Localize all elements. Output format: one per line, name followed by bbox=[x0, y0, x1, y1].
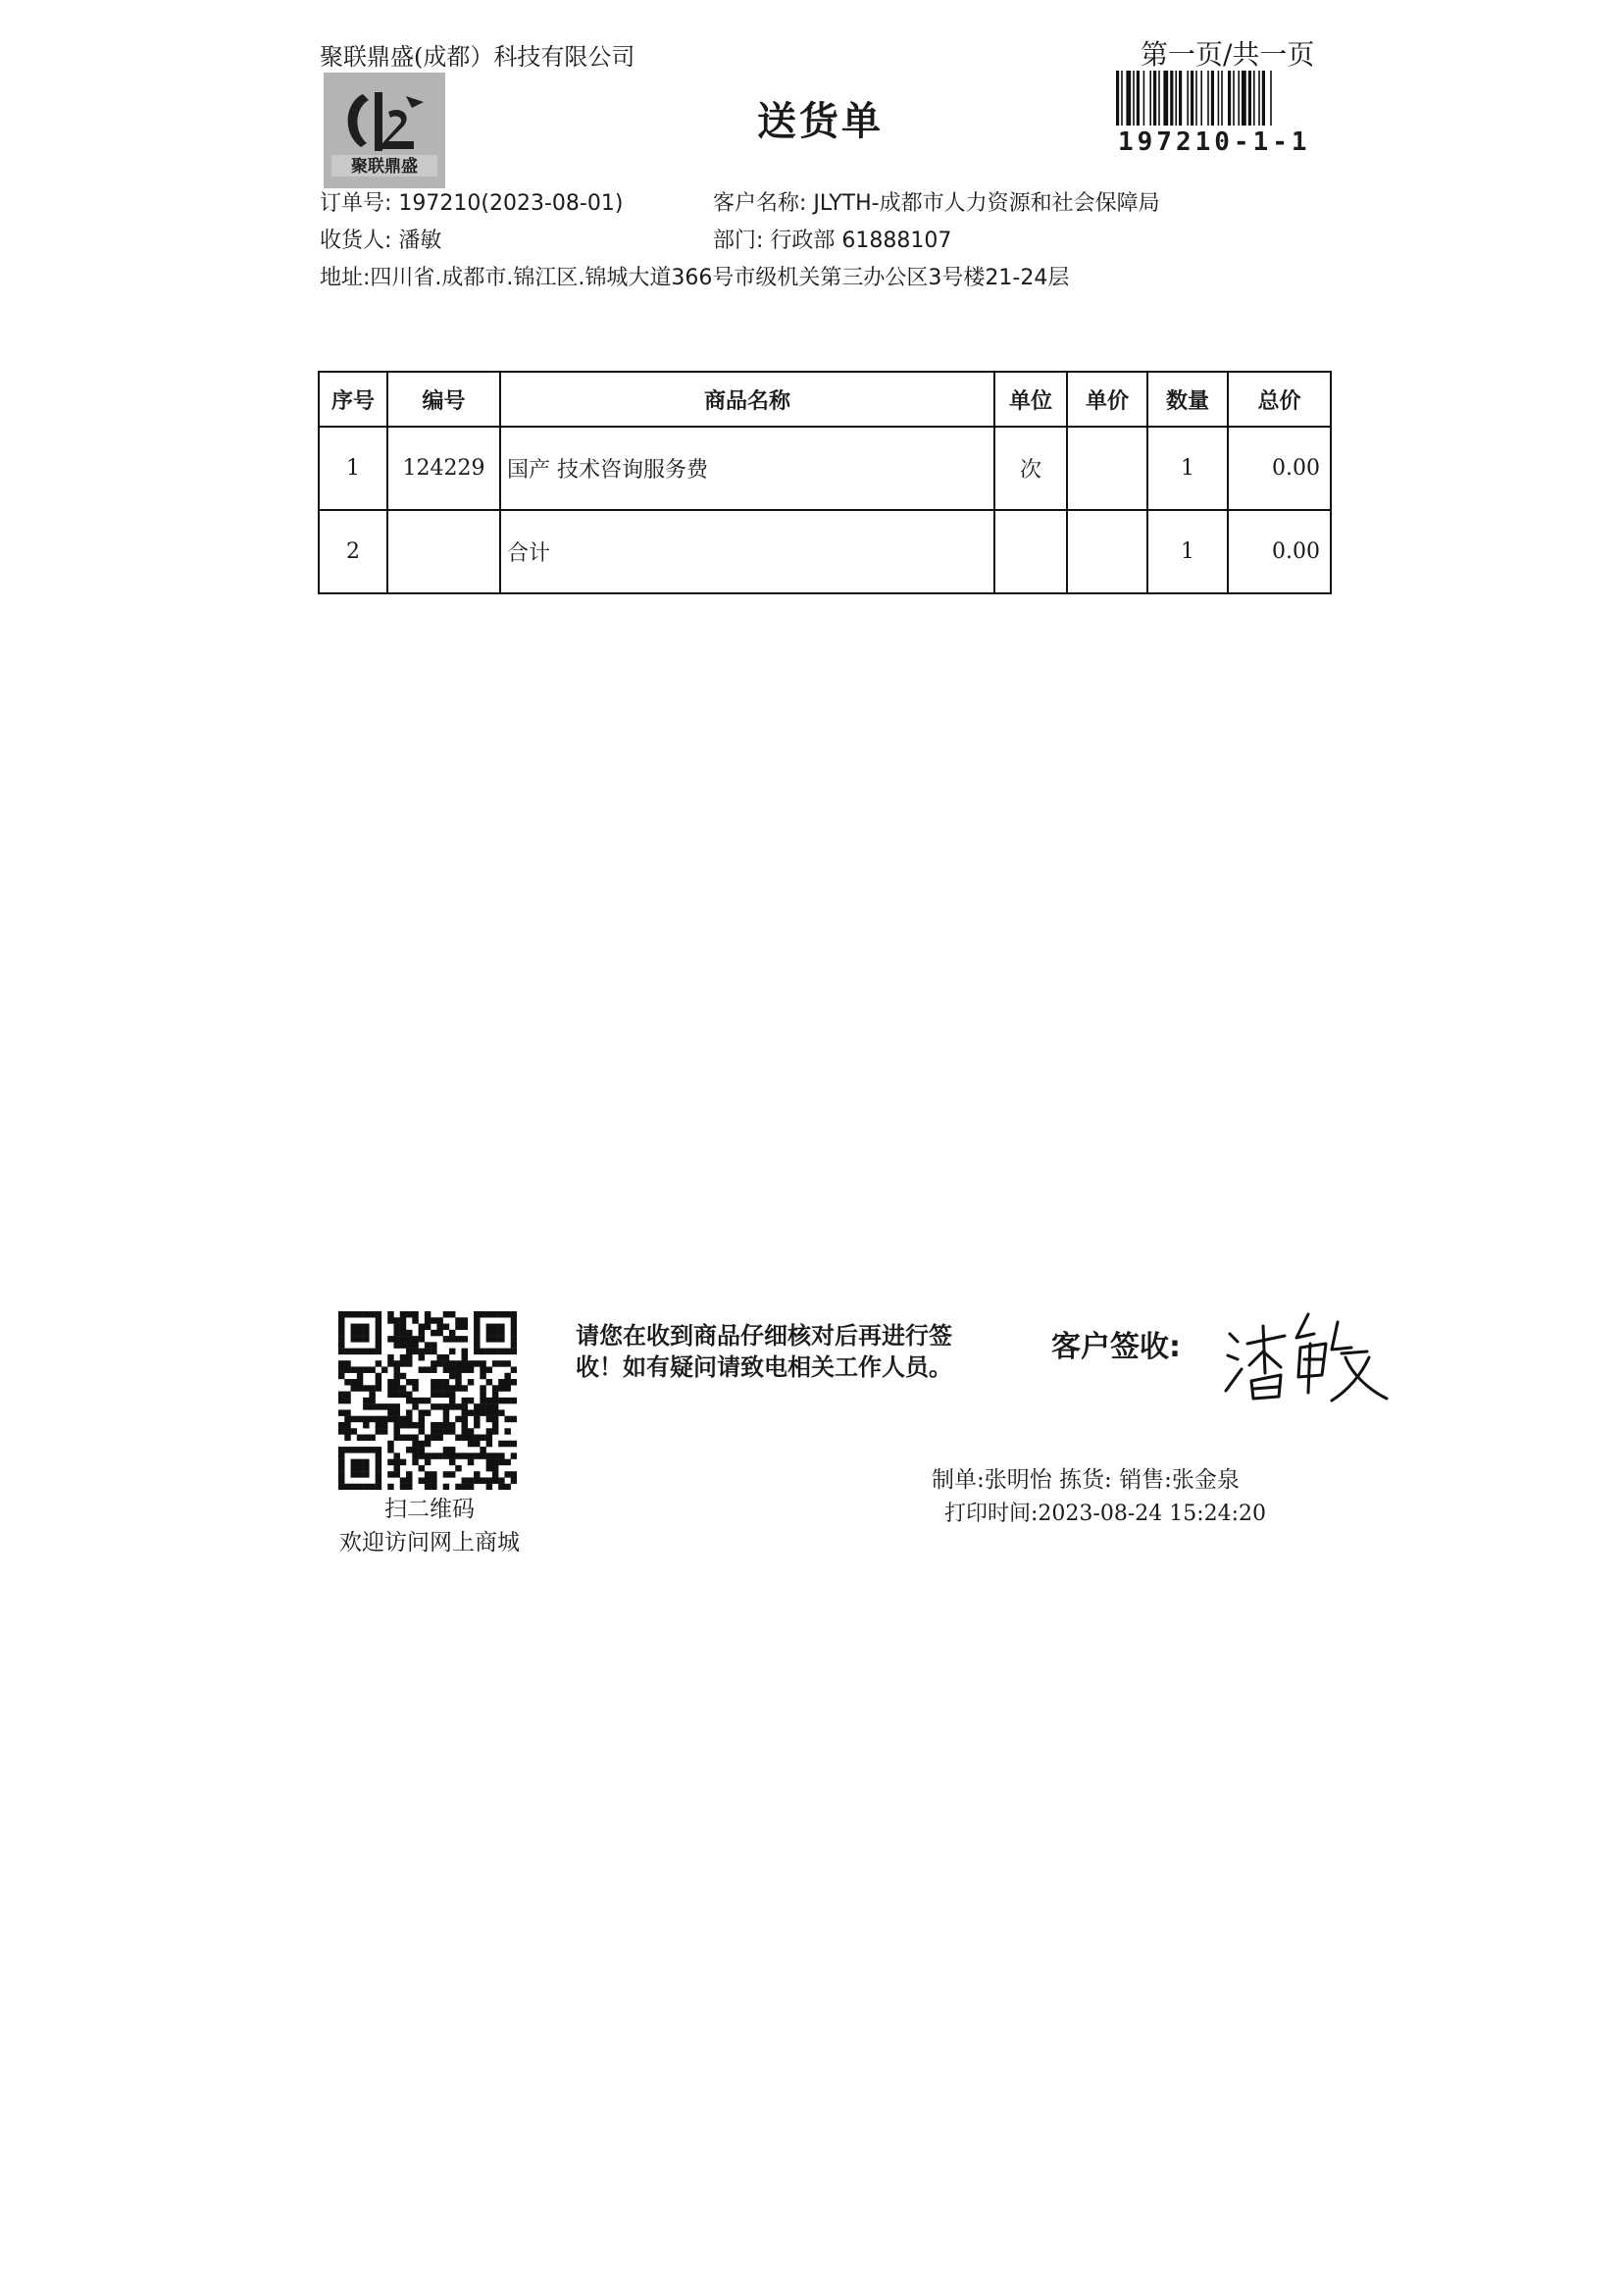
order-value: 197210(2023-08-01) bbox=[398, 191, 624, 216]
staff-info: 制单:张明怡 拣货: 销售:张金泉 bbox=[932, 1467, 1240, 1493]
receiver-value: 潘敏 bbox=[398, 229, 442, 253]
qr-caption-line1: 扫二维码 bbox=[384, 1497, 475, 1522]
header-name: 商品名称 bbox=[500, 372, 994, 427]
address bbox=[320, 261, 1069, 291]
table-row bbox=[319, 427, 1331, 510]
items-table bbox=[318, 371, 1332, 594]
dept-value: 行政部 61888107 bbox=[770, 229, 952, 253]
cell-name: 国产 技术咨询服务费 bbox=[500, 427, 994, 510]
company-logo bbox=[324, 73, 445, 188]
customer-label: 客户名称: bbox=[713, 191, 807, 216]
qr-code bbox=[338, 1311, 517, 1490]
cell-seq: 2 bbox=[319, 510, 387, 593]
cell-seq: 1 bbox=[319, 427, 387, 510]
address-label: 地址: bbox=[320, 266, 371, 290]
order-number bbox=[320, 186, 623, 217]
page-info: 第一页/共一页 bbox=[1141, 38, 1315, 71]
customer-sign-label: 客户签收: bbox=[1051, 1330, 1181, 1364]
handwritten-signature bbox=[1224, 1304, 1391, 1412]
cell-code: 124229 bbox=[387, 427, 500, 510]
receiver-label: 收货人: bbox=[320, 229, 392, 253]
dept-label: 部门: bbox=[713, 229, 764, 253]
logo-text: 聚联鼎盛 bbox=[351, 157, 418, 177]
header-price: 单价 bbox=[1067, 372, 1147, 427]
order-label: 订单号: bbox=[320, 191, 392, 216]
barcode bbox=[1116, 71, 1322, 126]
qr-caption bbox=[327, 1493, 533, 1559]
cell-price bbox=[1067, 510, 1147, 593]
receiver bbox=[320, 224, 441, 254]
cell-total: 0.00 bbox=[1228, 510, 1331, 593]
company-name: 聚联鼎盛(成都）科技有限公司 bbox=[320, 43, 635, 71]
department bbox=[713, 224, 951, 254]
document-title: 送货单 bbox=[757, 98, 884, 144]
cell-qty: 1 bbox=[1147, 427, 1228, 510]
header-unit: 单位 bbox=[994, 372, 1067, 427]
header-seq: 序号 bbox=[319, 372, 387, 427]
cell-price bbox=[1067, 427, 1147, 510]
cell-code bbox=[387, 510, 500, 593]
receipt-notice: 请您在收到商品仔细核对后再进行签收！如有疑问请致电相关工作人员。 bbox=[576, 1322, 952, 1381]
header-total: 总价 bbox=[1228, 372, 1331, 427]
print-time: 打印时间:2023-08-24 15:24:20 bbox=[944, 1502, 1267, 1526]
barcode-number: 197210-1-1 bbox=[1118, 127, 1311, 157]
header-code: 编号 bbox=[387, 372, 500, 427]
cell-name: 合计 bbox=[500, 510, 994, 593]
table-row bbox=[319, 510, 1331, 593]
table-header-row bbox=[319, 372, 1331, 427]
cell-unit: 次 bbox=[994, 427, 1067, 510]
cell-unit bbox=[994, 510, 1067, 593]
address-value: 四川省.成都市.锦江区.锦城大道366号市级机关第三办公区3号楼21-24层 bbox=[370, 266, 1070, 290]
customer-value: JLYTH-成都市人力资源和社会保障局 bbox=[813, 191, 1160, 216]
cell-qty: 1 bbox=[1147, 510, 1228, 593]
customer-name bbox=[713, 186, 1160, 217]
cell-total: 0.00 bbox=[1228, 427, 1331, 510]
qr-caption-line2: 欢迎访问网上商城 bbox=[339, 1530, 520, 1555]
header-qty: 数量 bbox=[1147, 372, 1228, 427]
